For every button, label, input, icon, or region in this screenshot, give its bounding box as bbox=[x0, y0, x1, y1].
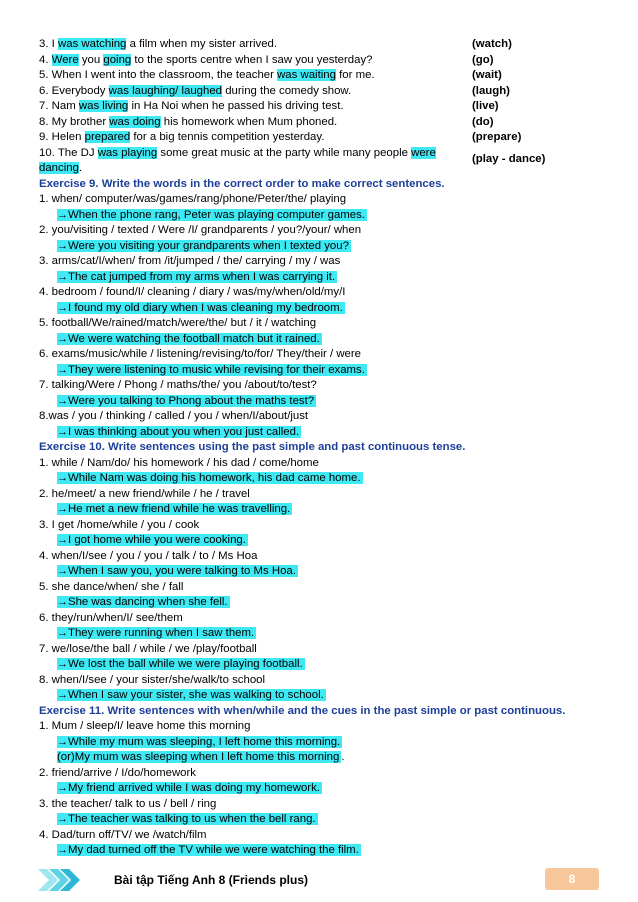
item-number: 6. bbox=[39, 84, 49, 97]
item-text: you bbox=[78, 53, 104, 66]
question-line: 6. exams/music/while / listening/revising/to/for/ They/their / were bbox=[39, 348, 362, 360]
question-line: 3. arms/cat/I/when/ from /it/jumped / the/ carrying / my / was bbox=[39, 255, 341, 267]
item-number: 3. bbox=[39, 38, 49, 50]
answer-text: (or)My mum was sleeping when I left home this morning bbox=[57, 751, 340, 763]
answer-highlight: going bbox=[103, 53, 132, 66]
question-line: 5. football/We/rained/match/were/the/ but / it / watching bbox=[39, 317, 317, 329]
answer-highlight: was living bbox=[78, 100, 129, 112]
item-text: during the comedy show. bbox=[222, 84, 352, 97]
question-line: 7. we/lose/the ball / while / we /play/football bbox=[39, 642, 257, 655]
item-text: . bbox=[78, 162, 83, 174]
arrow-icon: → bbox=[57, 534, 68, 546]
exercise-item bbox=[39, 115, 599, 131]
arrow-icon: → bbox=[57, 658, 68, 670]
item-text: . bbox=[341, 751, 345, 763]
exercise-item bbox=[39, 53, 599, 69]
arrow-icon: → bbox=[57, 627, 68, 639]
item-text: in Ha Noi when he passed his driving test. bbox=[128, 100, 344, 112]
item-text: I bbox=[51, 38, 59, 50]
answer-line bbox=[39, 595, 599, 611]
arrow-icon: → bbox=[57, 844, 68, 856]
exercise-item bbox=[39, 37, 599, 53]
exercise-item bbox=[39, 146, 599, 177]
verb-cue: (do) bbox=[472, 115, 494, 128]
answer-highlight: dancing bbox=[39, 162, 79, 174]
question-line: 4. Dad/turn off/TV/ we /watch/film bbox=[39, 828, 207, 841]
exercise-item bbox=[39, 130, 599, 146]
answer-text: While Nam was doing his homework, his dad came home. bbox=[68, 472, 361, 484]
arrow-icon: → bbox=[57, 363, 68, 376]
answer-highlight: Were bbox=[51, 53, 79, 66]
item-number: 7. bbox=[39, 100, 49, 112]
item-text: a film when my sister arrived. bbox=[126, 38, 278, 50]
answer-line bbox=[39, 533, 599, 549]
exercise-9-list bbox=[39, 192, 599, 440]
answer-highlight: was waiting bbox=[277, 69, 336, 81]
arrow-icon: → bbox=[57, 239, 68, 252]
answer-line bbox=[39, 332, 599, 348]
answer-highlight: was playing bbox=[97, 146, 158, 159]
verb-cue: (watch) bbox=[472, 38, 512, 50]
verb-cue: (wait) bbox=[472, 69, 502, 81]
answer-line bbox=[39, 735, 599, 751]
exercise-item bbox=[39, 99, 599, 115]
question-line: 4. bedroom / found/I/ cleaning / diary / was/my/when/old/my/I bbox=[39, 286, 346, 298]
item-number: 4. bbox=[39, 53, 49, 66]
answer-text: She was dancing when she fell. bbox=[68, 596, 228, 608]
page-footer bbox=[0, 863, 638, 899]
exercise-item bbox=[39, 84, 599, 100]
answer-line bbox=[39, 688, 599, 704]
arrow-icon: → bbox=[57, 472, 68, 484]
arrow-icon: → bbox=[57, 425, 68, 438]
question-line: 1. Mum / sleep/I/ leave home this morning bbox=[39, 720, 251, 732]
answer-text: The cat jumped from my arms when I was carrying it. bbox=[68, 270, 336, 283]
question-line: 3. I get /home/while / you / cook bbox=[39, 518, 200, 531]
arrow-icon: → bbox=[57, 782, 68, 794]
answer-line bbox=[39, 394, 599, 410]
exercise-11-list bbox=[39, 766, 599, 859]
item-text: for me. bbox=[335, 69, 375, 81]
arrow-icon: → bbox=[57, 301, 68, 314]
exercise-10-list bbox=[39, 456, 599, 704]
answer-text: They were running when I saw them. bbox=[68, 627, 255, 639]
arrow-icon: → bbox=[57, 394, 68, 407]
answer-text: He met a new friend while he was travelling. bbox=[68, 503, 291, 515]
answer-line bbox=[39, 750, 599, 766]
answer-line bbox=[39, 239, 599, 255]
item-text: to the sports centre when I saw you yesterday? bbox=[131, 53, 373, 66]
page-content bbox=[39, 37, 599, 859]
item-number: 5. bbox=[39, 69, 49, 81]
answer-text: When I saw your sister, she was walking to school. bbox=[68, 689, 324, 701]
arrow-icon: → bbox=[57, 813, 68, 825]
item-text: his homework when Mum phoned. bbox=[160, 115, 338, 128]
question-line: 5. she dance/when/ she / fall bbox=[39, 580, 184, 593]
verb-cue: (play - dance) bbox=[472, 152, 546, 165]
arrow-icon: → bbox=[57, 735, 68, 748]
question-line: 3. the teacher/ talk to us / bell / ring bbox=[39, 797, 217, 810]
item-text: Everybody bbox=[51, 84, 109, 97]
answer-text: We lost the ball while we were playing football. bbox=[68, 658, 303, 670]
item-number: 9. bbox=[39, 131, 49, 143]
answer-line bbox=[39, 781, 599, 797]
item-text: When I went into the classroom, the teacher bbox=[51, 69, 278, 81]
item-text: My brother bbox=[51, 115, 110, 128]
verb-cue: (live) bbox=[472, 100, 499, 112]
question-line: 8. when/I/see / your sister/she/walk/to school bbox=[39, 673, 266, 686]
answer-line bbox=[39, 208, 599, 224]
question-line: 6. they/run/when/I/ see/them bbox=[39, 611, 183, 624]
answer-line bbox=[39, 812, 599, 828]
answer-text: My dad turned off the TV while we were watching the film. bbox=[68, 844, 359, 856]
question-line: 2. friend/arrive / I/do/homework bbox=[39, 766, 197, 779]
answer-text: They were listening to music while revising for their exams. bbox=[68, 363, 365, 376]
page-number-badge: 8 bbox=[545, 868, 599, 890]
answer-text: When the phone rang, Peter was playing computer games. bbox=[68, 208, 365, 221]
question-line: 7. talking/Were / Phong / maths/the/ you /about/to/test? bbox=[39, 379, 317, 391]
item-text: for a big tennis competition yesterday. bbox=[130, 131, 325, 143]
answer-text: While my mum was sleeping, I left home this morning. bbox=[68, 735, 341, 748]
exercise-heading: Exercise 11. Write sentences with when/while and the cues in the past simple or past continuous. bbox=[39, 704, 566, 717]
arrow-icon: → bbox=[57, 503, 68, 515]
answer-line bbox=[39, 425, 599, 441]
item-text: some great music at the party while many people bbox=[157, 146, 412, 159]
arrow-icon: → bbox=[57, 208, 68, 221]
question-line: 1. while / Nam/do/ his homework / his dad / come/home bbox=[39, 456, 319, 469]
verb-cue: (prepare) bbox=[472, 131, 522, 143]
answer-line bbox=[39, 626, 599, 642]
exercise-item bbox=[39, 68, 599, 84]
arrow-icon: → bbox=[57, 689, 68, 701]
question-line: 1. when/ computer/was/games/rang/phone/Peter/the/ playing bbox=[39, 193, 347, 205]
arrow-icon: → bbox=[57, 596, 68, 608]
question-line: 4. when/I/see / you / you / talk / to / Ms Hoa bbox=[39, 549, 258, 562]
item-number: 8. bbox=[39, 115, 49, 128]
answer-text: I got home while you were cooking. bbox=[68, 534, 246, 546]
answer-line bbox=[39, 843, 599, 859]
answer-line bbox=[39, 502, 599, 518]
verb-cue: (laugh) bbox=[472, 84, 510, 97]
question-line: 8.was / you / thinking / called / you / when/I/about/just bbox=[39, 410, 309, 422]
chevron-arrows-icon bbox=[38, 869, 82, 891]
answer-text: We were watching the football match but it rained. bbox=[68, 332, 320, 345]
answer-line bbox=[39, 564, 599, 580]
answer-text: I was thinking about you when you just called. bbox=[68, 425, 300, 438]
answer-line bbox=[39, 471, 599, 487]
answer-highlight: were bbox=[411, 146, 436, 159]
answer-line bbox=[39, 270, 599, 286]
answer-line bbox=[39, 363, 599, 379]
answer-highlight: was watching bbox=[58, 38, 127, 50]
question-line: 2. he/meet/ a new friend/while / he / travel bbox=[39, 487, 250, 500]
arrow-icon: → bbox=[57, 270, 68, 283]
item-text: The DJ bbox=[57, 146, 98, 159]
answer-highlight: prepared bbox=[84, 131, 131, 143]
book-title: Bài tập Tiếng Anh 8 (Friends plus) bbox=[114, 873, 309, 887]
item-text: Nam bbox=[51, 100, 79, 112]
exercise-heading: Exercise 9. Write the words in the correct order to make correct sentences. bbox=[39, 177, 445, 190]
question-line: 2. you/visiting / texted / Were /I/ grandparents / you?/your/ when bbox=[39, 224, 362, 236]
answer-highlight: was laughing/ laughed bbox=[108, 84, 223, 97]
answer-text: Were you talking to Phong about the maths test? bbox=[68, 394, 315, 407]
answer-text: I found my old diary when I was cleaning my bedroom. bbox=[68, 301, 343, 314]
arrow-icon: → bbox=[57, 565, 68, 577]
answer-text: My friend arrived while I was doing my homework. bbox=[68, 782, 320, 794]
verb-cue: (go) bbox=[472, 53, 494, 66]
item-text: Helen bbox=[51, 131, 85, 143]
answer-line bbox=[39, 657, 599, 673]
answer-text: The teacher was talking to us when the bell rang. bbox=[68, 813, 316, 825]
answer-line bbox=[39, 301, 599, 317]
answer-text: When I saw you, you were talking to Ms Hoa. bbox=[68, 565, 296, 577]
arrow-icon: → bbox=[57, 332, 68, 345]
item-number: 10. bbox=[39, 146, 55, 159]
exercise-heading: Exercise 10. Write sentences using the past simple and past continuous tense. bbox=[39, 441, 466, 453]
answer-text: Were you visiting your grandparents when I texted you? bbox=[68, 239, 349, 252]
answer-highlight: was doing bbox=[109, 115, 161, 128]
